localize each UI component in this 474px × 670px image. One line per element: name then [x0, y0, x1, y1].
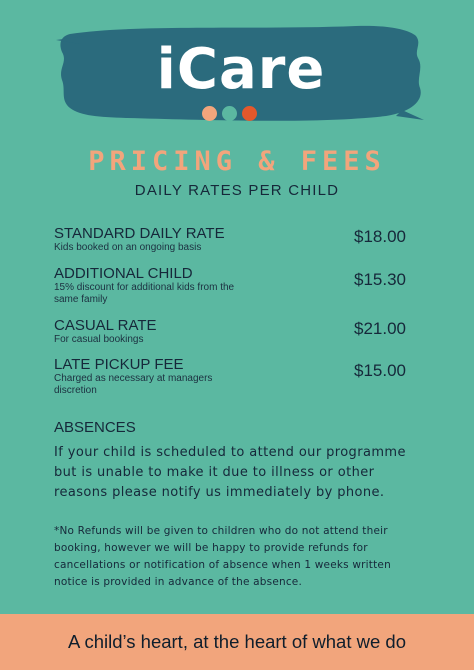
rate-name: LATE PICKUP FEE: [54, 356, 184, 373]
rate-name: ADDITIONAL CHILD: [54, 265, 193, 282]
footer-banner: [0, 614, 474, 670]
absences-body: If your child is scheduled to attend our programme but is unable to make it due to illness or other reasons please notify us immediately by phone.: [54, 445, 406, 500]
rate-price: $15.00: [354, 361, 406, 380]
logo-dot: [222, 106, 237, 121]
refund-note: *No Refunds will be given to children who do not attend their booking, however we will be happy to provide refunds for cancellations or notification of absence when 1 weeks written notice is provided in advance of the absence.: [54, 525, 391, 588]
logo-dot: [242, 106, 257, 121]
rate-item-late-pickup: [54, 356, 416, 397]
rate-description: Kids booked on an ongoing basis: [54, 242, 202, 253]
logo-text: iCare: [156, 37, 326, 102]
rate-name: CASUAL RATE: [54, 317, 157, 334]
rate-name: STANDARD DAILY RATE: [54, 225, 225, 242]
rate-price: $15.30: [354, 270, 406, 289]
rate-item-standard: [54, 225, 416, 254]
logo-dots: [202, 106, 257, 121]
rate-description: 15% discount for additional kids from the same family: [54, 282, 235, 305]
rate-price: $21.00: [354, 319, 406, 338]
page-title: PRICING & FEES: [88, 146, 386, 177]
rate-item-additional-child: [54, 265, 416, 306]
logo-dot: [202, 106, 217, 121]
absences-heading: ABSENCES: [54, 419, 136, 436]
logo: [56, 20, 426, 130]
rate-item-casual: [54, 317, 416, 346]
rate-description: Charged as necessary at managers discretion: [54, 373, 213, 396]
page-subtitle: DAILY RATES PER CHILD: [134, 182, 340, 199]
rate-price: $18.00: [354, 227, 406, 246]
rate-description: For casual bookings: [54, 334, 144, 345]
footer-tagline: A child’s heart, at the heart of what we do: [67, 631, 406, 652]
